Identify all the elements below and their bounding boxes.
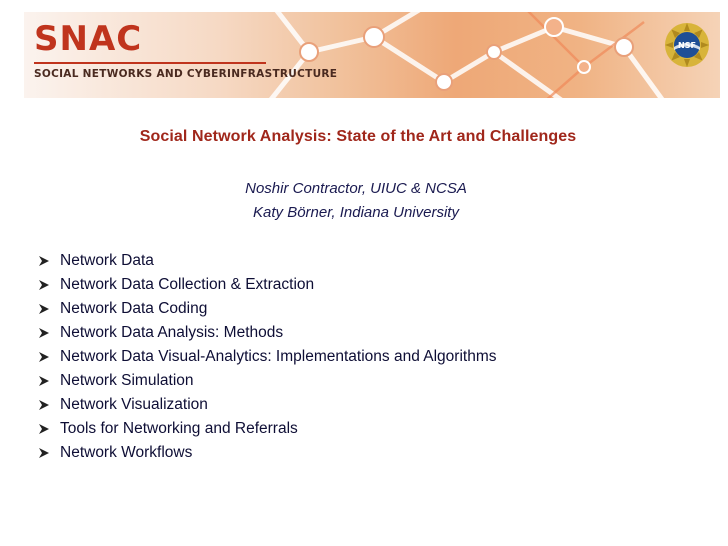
arrowhead-bullet-icon bbox=[38, 279, 50, 291]
list-item-label: Network Data bbox=[60, 252, 154, 269]
slide-title: Social Network Analysis: State of the Art and Challenges bbox=[139, 128, 577, 145]
list-item-label: Network Data Coding bbox=[60, 300, 208, 317]
snac-logo: SNAC bbox=[34, 19, 143, 59]
list-item bbox=[38, 442, 497, 466]
arrowhead-bullet-icon bbox=[38, 375, 50, 387]
list-item bbox=[38, 322, 497, 346]
arrowhead-bullet-icon bbox=[38, 447, 50, 459]
arrowhead-bullet-icon bbox=[38, 423, 50, 435]
list-item bbox=[38, 394, 497, 418]
nsf-seal-text: NSF bbox=[678, 41, 696, 50]
list-item bbox=[38, 370, 497, 394]
list-item-label: Network Visualization bbox=[60, 396, 208, 413]
logo-tagline: SOCIAL NETWORKS AND CYBERINFRASTRUCTURE bbox=[34, 68, 338, 80]
author-line: Noshir Contractor, UIUC & NCSA bbox=[245, 180, 467, 197]
header-banner bbox=[24, 12, 720, 98]
arrowhead-bullet-icon bbox=[38, 303, 50, 315]
list-item-label: Network Data Visual-Analytics: Implementations and Algorithms bbox=[60, 348, 497, 365]
arrowhead-bullet-icon bbox=[38, 399, 50, 411]
topic-list bbox=[38, 250, 497, 466]
logo-divider bbox=[34, 62, 266, 64]
arrowhead-bullet-icon bbox=[38, 327, 50, 339]
list-item-label: Network Simulation bbox=[60, 372, 194, 389]
list-item-label: Tools for Networking and Referrals bbox=[60, 420, 298, 437]
list-item-label: Network Data Analysis: Methods bbox=[60, 324, 284, 341]
list-item bbox=[38, 298, 497, 322]
list-item-label: Network Data Collection & Extraction bbox=[60, 276, 315, 293]
author-line: Katy Börner, Indiana University bbox=[253, 204, 459, 221]
list-item bbox=[38, 250, 497, 274]
arrowhead-bullet-icon bbox=[38, 351, 50, 363]
arrowhead-bullet-icon bbox=[38, 255, 50, 267]
list-item bbox=[38, 346, 497, 370]
list-item bbox=[38, 274, 497, 298]
list-item-label: Network Workflows bbox=[60, 444, 193, 461]
nsf-seal-icon bbox=[664, 22, 710, 68]
list-item bbox=[38, 418, 497, 442]
